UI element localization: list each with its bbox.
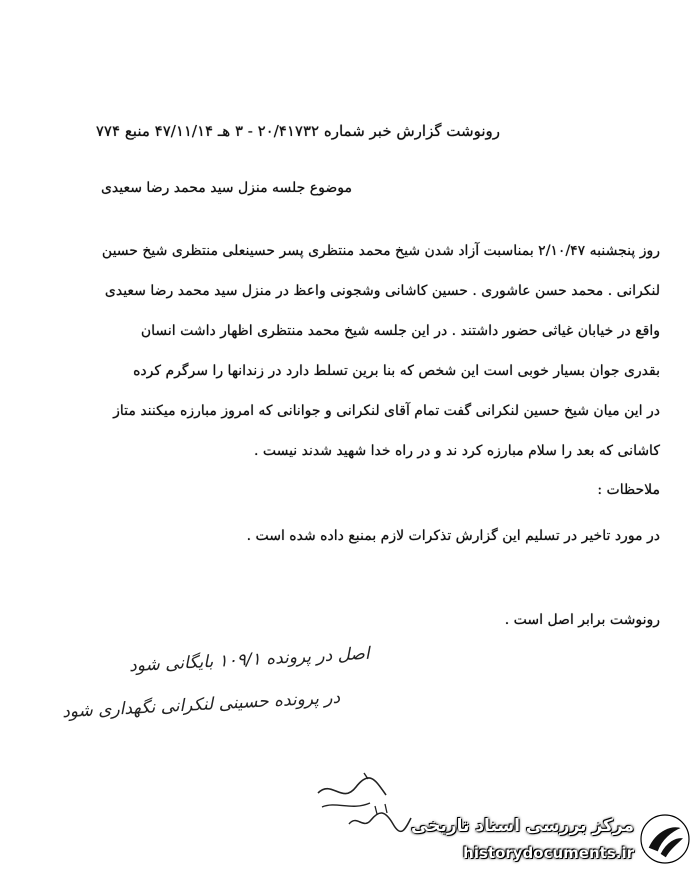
copy-certification: رونوشت برابر اصل است . [504,612,660,628]
body-line: لنکرانی . محمد حسن عاشوری . حسین کاشانی وشجونی واعظ در منزل سید محمد رضا سعیدی [104,283,660,299]
report-subject: موضوع جلسه منزل سید محمد رضا سعیدی [100,180,352,196]
notes-label: ملاحظات : [597,482,660,498]
handwritten-signature-2 [345,800,415,840]
handwritten-note-1: اصل در پرونده ۱۰۹/۱ بایگانی شود [128,643,371,677]
body-line: بقدری جوان بسیار خوبی است این شخص که بنا برین تسلط دارد در زندانها را سرگرم کرده [133,363,660,379]
body-line: در این میان شیخ حسین لنکرانی گفت تمام آقای لنکرانی و جوانانی که امروز مبارزه میکنند متاز [113,403,660,419]
watermark-title: مرکز بررسی اسناد تاریخی [411,816,634,836]
body-line: واقع در خیابان غیاثی حضور داشتند . در این جلسه شیخ محمد منتظری اظهار داشت انسان [140,323,660,339]
body-line: روز پنجشنبه ۲/۱۰/۴۷ بمناسبت آزاد شدن شیخ محمد منتظری پسر حسینعلی منتظری شیخ حسین [101,243,660,259]
watermark-url: historydocuments.ir [463,844,634,862]
archive-watermark [411,806,692,872]
notes-text: در مورد تاخیر در تسلیم این گزارش تذکرات لازم بمنبع داده شده است . [246,528,660,544]
report-header: رونوشت گزارش خبر شماره ۲۰/۴۱۷۳۲ - ۳ هـ ۴۷/۱۱/۱۴ منبع ۷۷۴ [95,122,500,140]
archive-logo-icon [638,812,692,866]
body-line: کاشانی که بعد را سلام مبارزه کرد ند و در راه خدا شهید شدند نیست . [253,443,660,459]
handwritten-note-2: در پرونده حسینی لنکرانی نگهداری شود [61,687,341,723]
